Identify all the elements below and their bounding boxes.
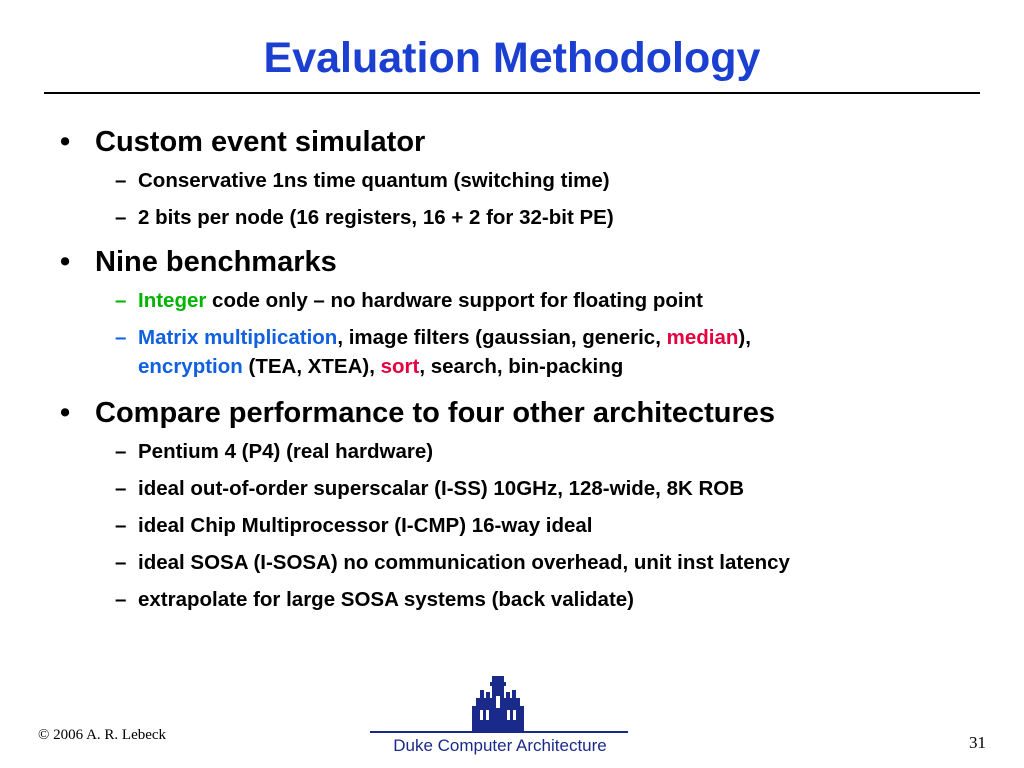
dash-marker: –	[115, 169, 127, 192]
slide-body	[60, 122, 990, 614]
highlight-encryption: encryption	[138, 355, 243, 378]
sub-bullet	[60, 323, 990, 381]
dash-marker: –	[115, 514, 127, 537]
bullet-custom-simulator	[60, 122, 990, 162]
bullet-dot: •	[60, 126, 71, 158]
sub-bullet	[60, 511, 990, 540]
sub-bullet	[60, 474, 990, 503]
sub-bullet	[60, 166, 990, 195]
bullet-dot: •	[60, 246, 71, 278]
footer-label: Duke Computer Architecture	[393, 736, 607, 755]
bullet-dot: •	[60, 397, 71, 429]
highlight-median: median	[666, 326, 739, 349]
sub-bullet	[60, 548, 990, 577]
dash-marker: –	[115, 326, 127, 349]
highlight-sort: sort	[380, 355, 420, 378]
bullet-heading: Nine benchmarks	[95, 246, 337, 278]
sub-bullet	[60, 203, 990, 232]
highlight-matrix-multiplication: Matrix multiplication	[138, 326, 338, 349]
footer-copyright: © 2006 A. R. Lebeck	[38, 727, 167, 743]
duke-chapel-icon	[470, 676, 526, 732]
dash-marker: –	[115, 440, 127, 463]
bullet-benchmarks	[60, 242, 990, 282]
page-number: 31	[969, 733, 986, 752]
sub-bullet	[60, 286, 990, 315]
sub-bullet-text: extrapolate for large SOSA systems (back validate)	[138, 588, 634, 611]
title-divider	[44, 92, 980, 94]
bullet-heading: Custom event simulator	[95, 126, 426, 158]
bullet-heading: Compare performance to four other architectures	[95, 397, 776, 429]
dash-marker: –	[115, 206, 127, 229]
sub-bullet-text: code only – no hardware support for floating point	[206, 289, 703, 312]
dash-marker: –	[115, 289, 127, 312]
dash-marker: –	[115, 588, 127, 611]
sub-bullet-text: , image filters (gaussian, generic,	[337, 326, 667, 349]
sub-bullet-text: Pentium 4 (P4) (real hardware)	[138, 440, 434, 463]
sub-bullet-text: ideal Chip Multiprocessor (I-CMP) 16-way ideal	[138, 514, 593, 537]
bullet-compare-performance	[60, 393, 990, 433]
sub-bullet	[60, 437, 990, 466]
sub-bullet-text: ),	[738, 326, 751, 349]
sub-bullet-text: 2 bits per node (16 registers, 16 + 2 for 32-bit PE)	[138, 206, 614, 229]
highlight-integer: Integer	[138, 289, 207, 312]
footer-logo-rule	[370, 731, 628, 733]
dash-marker: –	[115, 551, 127, 574]
sub-bullet-text: (TEA, XTEA),	[242, 355, 381, 378]
slide-title: Evaluation Methodology	[263, 34, 761, 82]
sub-bullet-text: , search, bin-packing	[419, 355, 624, 378]
sub-bullet-text: ideal out-of-order superscalar (I-SS) 10GHz, 128-wide, 8K ROB	[138, 477, 745, 500]
dash-marker: –	[115, 477, 127, 500]
sub-bullet-text: Conservative 1ns time quantum (switching time)	[138, 169, 610, 192]
sub-bullet	[60, 585, 990, 614]
sub-bullet-text: ideal SOSA (I-SOSA) no communication overhead, unit inst latency	[138, 551, 790, 574]
